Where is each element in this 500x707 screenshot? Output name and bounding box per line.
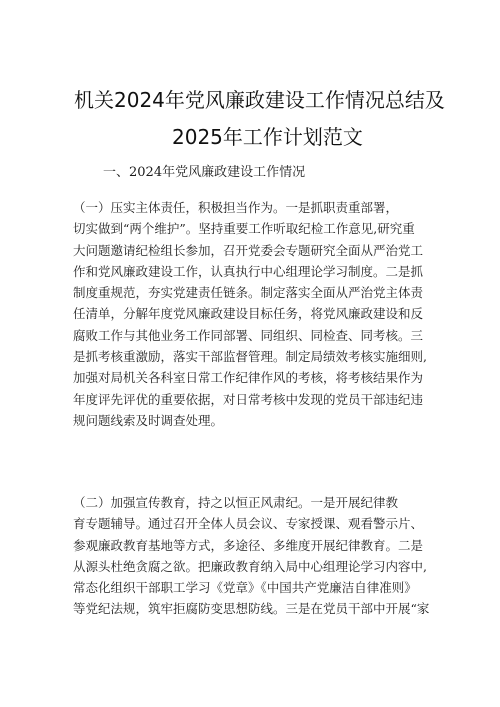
paragraph-line: 等党纪法规，筑牢拒腐防变思想防线。三是在党员干部中开展“家 bbox=[73, 601, 430, 617]
document-title-line-2: 2025年工作计划范文 bbox=[172, 125, 363, 149]
paragraph-2 bbox=[73, 492, 433, 620]
paragraph-1 bbox=[73, 197, 433, 431]
document-title-line-1: 机关2024年党风廉政建设工作情况总结及 bbox=[74, 88, 445, 112]
section-heading: 一、2024年党风廉政建设工作情况 bbox=[103, 165, 306, 180]
paragraph-line: 制度重规范，夯实党建责任链条。制定落实全面从严治党主体责 bbox=[73, 285, 424, 301]
paragraph-line: 切实做到“两个维护”。坚持重要工作听取纪检工作意见,研究重 bbox=[73, 221, 415, 237]
paragraph-line: 规问题线索及时调查处理。 bbox=[73, 412, 224, 428]
paragraph-line: 从源头杜绝贪腐之欲。把廉政教育纳入局中心组理论学习内容中, bbox=[73, 558, 427, 574]
paragraph-line: 育专题辅导。通过召开全体人员会议、专家授课、观看警示片、 bbox=[73, 516, 424, 532]
paragraph-line: 常态化组织干部职工学习《党章》《中国共产党廉洁自律准则》 bbox=[73, 580, 417, 596]
paragraph-line: 是抓考核重激励，落实干部监督管理。制定局绩效考核实施细则, bbox=[73, 349, 427, 365]
paragraph-line: （一）压实主体责任，积极担当作为。一是抓职责重部署， bbox=[73, 200, 399, 215]
paragraph-line: 参观廉政教育基地等方式，多途径、多维度开展纪律教育。二是 bbox=[73, 537, 424, 553]
paragraph-line: （二）加强宣传教育，持之以恒正风肃纪。一是开展纪律教 bbox=[73, 495, 399, 510]
paragraph-line: 作和党风廉政建设工作，认真执行中心组理论学习制度。二是抓 bbox=[73, 263, 424, 279]
paragraph-line: 任清单，分解年度党风廉政建设目标任务，将党风廉政建设和反 bbox=[73, 306, 424, 322]
paragraph-line: 大问题邀请纪检组长参加，召开党委会专题研究全面从严治党工 bbox=[73, 242, 424, 258]
paragraph-line: 加强对局机关各科室日常工作纪律作风的考核，将考核结果作为 bbox=[73, 370, 424, 386]
paragraph-line: 腐败工作与其他业务工作同部署、同组织、同检查、同考核。三 bbox=[73, 327, 424, 343]
paragraph-line: 年度评先评优的重要依据，对日常考核中发现的党员干部违纪违 bbox=[73, 391, 424, 407]
